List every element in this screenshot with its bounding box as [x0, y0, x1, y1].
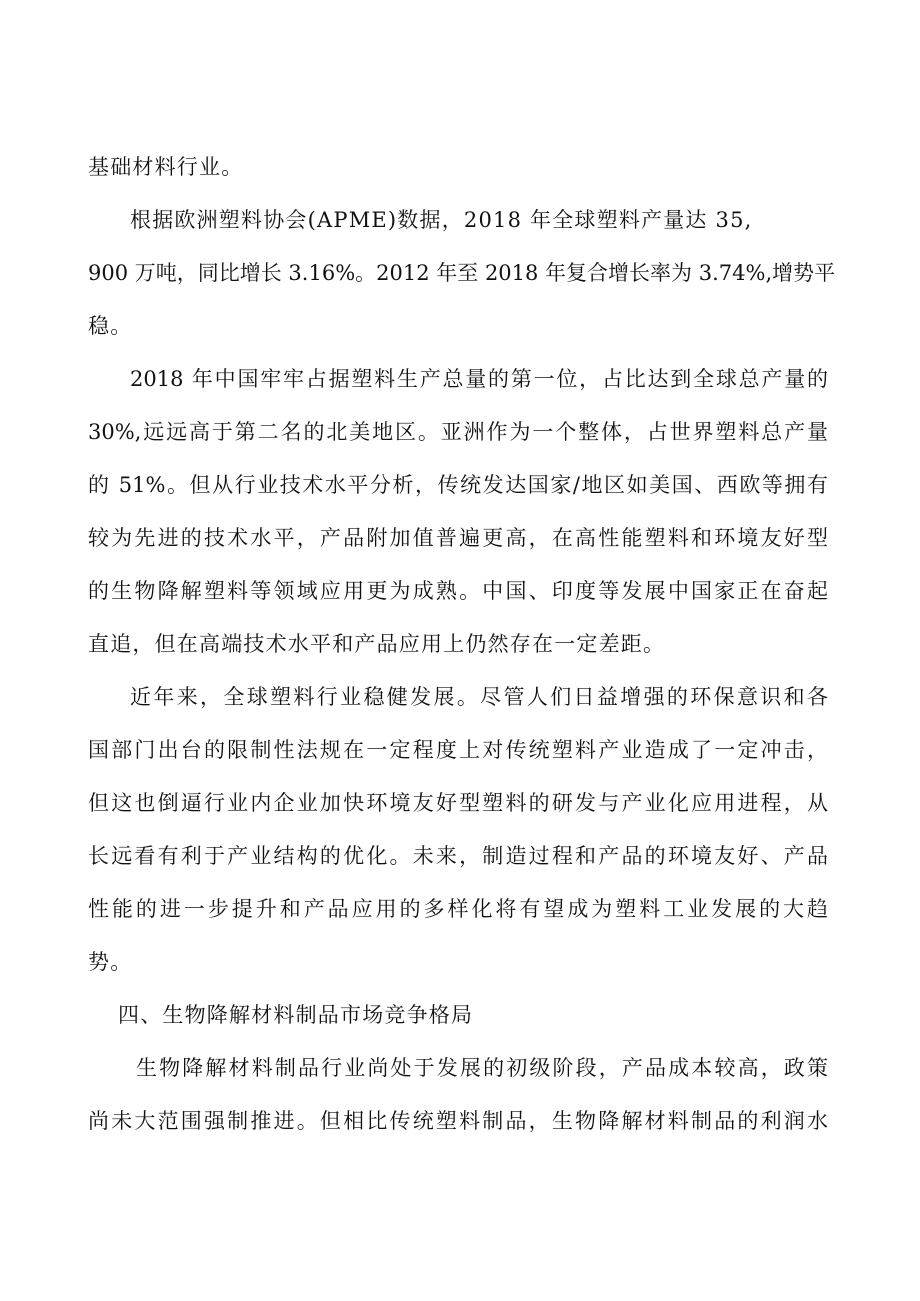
paragraph-line: 尚未大范围强制推进。但相比传统塑料制品，生物降解材料制品的利润水 — [88, 1109, 828, 1133]
paragraph-line: 生物降解材料制品行业尚处于发展的初级阶段，产品成本较高，政策 — [136, 1056, 828, 1080]
paragraph-line: 国部门出台的限制性法规在一定程度上对传统塑料产业造成了一定冲击， — [88, 738, 828, 762]
paragraph-line: 900 万吨，同比增长 3.16%。2012 年至 2018 年复合增长率为 3.74%,增势平 — [88, 261, 836, 285]
paragraph-line: 近年来，全球塑料行业稳健发展。尽管人们日益增强的环保意识和各 — [130, 685, 828, 709]
paragraph-line: 但这也倒逼行业内企业加快环境友好型塑料的研发与产业化应用进程，从 — [88, 791, 828, 815]
paragraph-line: 30%,远远高于第二名的北美地区。亚洲作为一个整体，占世界塑料总产量 — [88, 420, 828, 444]
section-heading: 四、生物降解材料制品市场竞争格局 — [118, 1003, 474, 1027]
paragraph-line: 的生物降解塑料等领域应用更为成熟。中国、印度等发展中国家正在奋起 — [88, 579, 828, 603]
paragraph-line: 根据欧洲塑料协会(APME)数据，2018 年全球塑料产量达 35, — [130, 208, 753, 232]
paragraph-line: 较为先进的技术水平，产品附加值普遍更高，在高性能塑料和环境友好型 — [88, 526, 828, 550]
paragraph-line: 势。 — [88, 950, 133, 974]
paragraph-line: 性能的进一步提升和产品应用的多样化将有望成为塑料工业发展的大趋 — [88, 897, 828, 921]
paragraph-line: 稳。 — [88, 314, 133, 338]
paragraph-line: 的 51%。但从行业技术水平分析，传统发达国家/地区如美国、西欧等拥有 — [88, 473, 828, 497]
paragraph-line: 2018 年中国牢牢占据塑料生产总量的第一位，占比达到全球总产量的 — [130, 367, 828, 391]
paragraph-line: 基础材料行业。 — [88, 155, 244, 179]
paragraph-line: 长远看有利于产业结构的优化。未来，制造过程和产品的环境友好、产品 — [88, 844, 828, 868]
paragraph-line: 直追，但在高端技术水平和产品应用上仍然存在一定差距。 — [88, 632, 666, 656]
